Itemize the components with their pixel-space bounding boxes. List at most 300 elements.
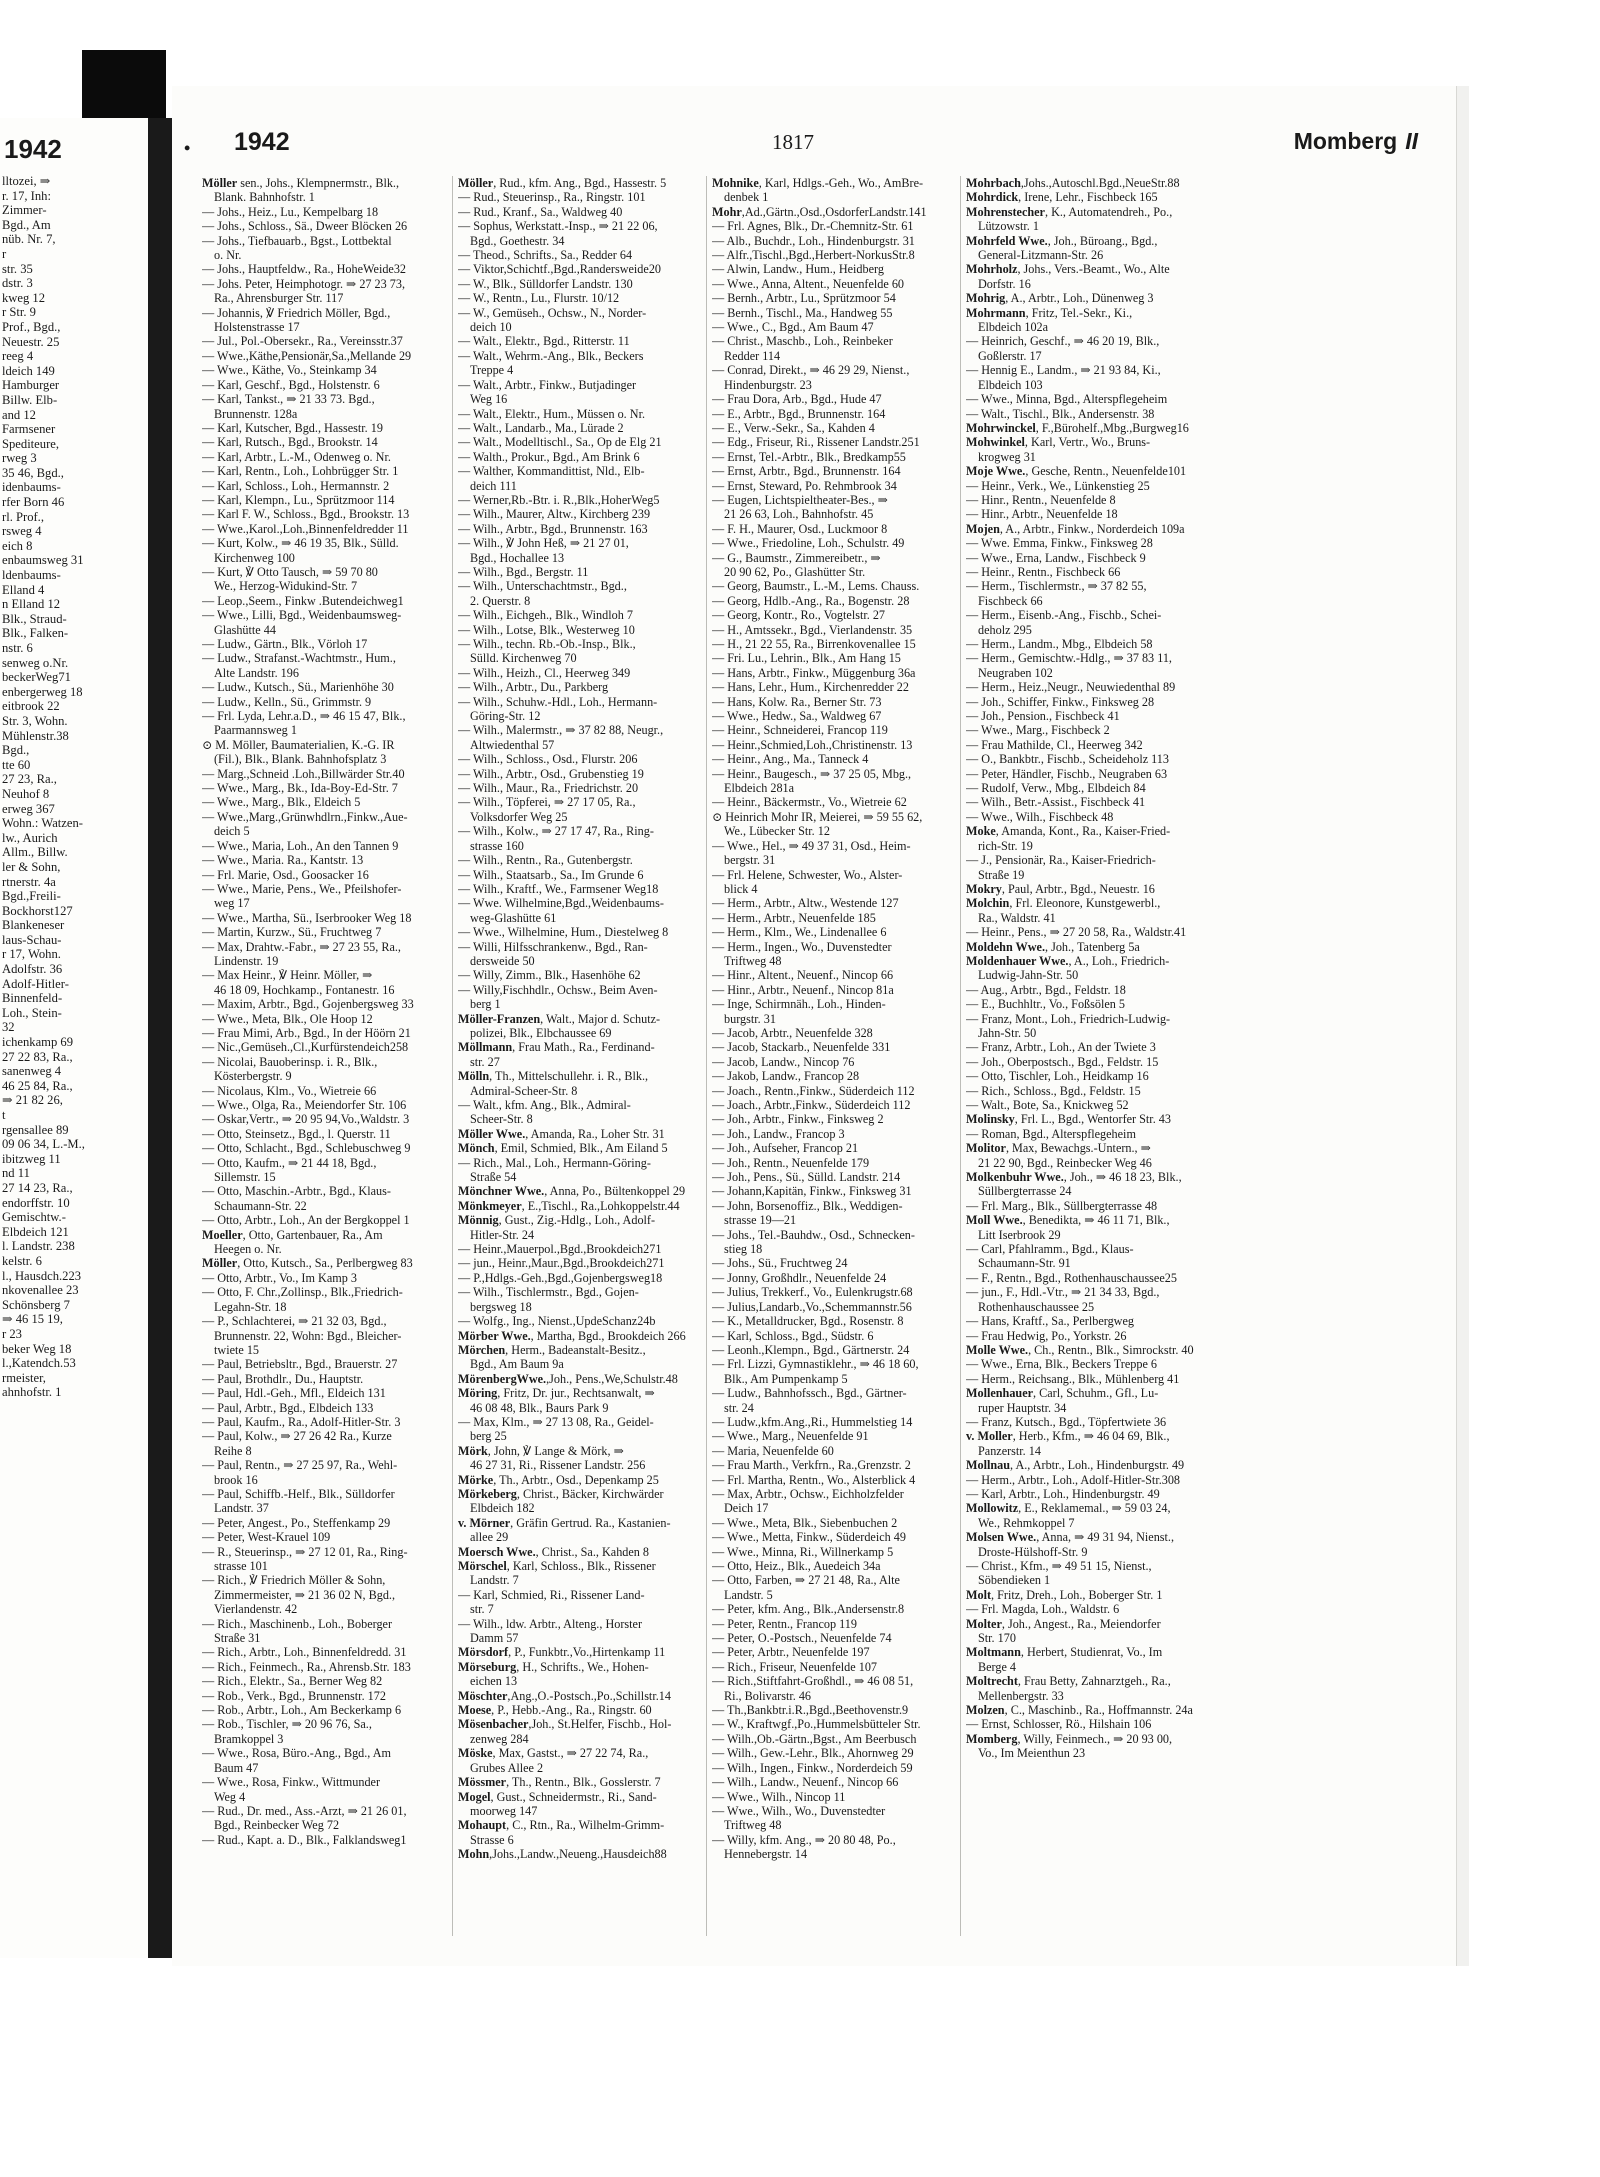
directory-entry-line: — Wwe.,Käthe,Pensionär,Sa.,Mellande 29 bbox=[202, 348, 412, 363]
directory-entry-line: — Walt., Elektr., Hum., Müssen o. Nr. bbox=[458, 406, 646, 421]
directory-entry-line: Mollnau, A., Arbtr., Loh., Hindenburgstr. 49 bbox=[966, 1458, 1185, 1473]
directory-entry-line: — Otto, Tischler, Loh., Heidkamp 16 bbox=[966, 1069, 1149, 1084]
left-fragment-line: ichenkamp 69 bbox=[2, 1035, 73, 1050]
directory-entry-line: — Ernst, Schlosser, Rö., Hilshain 106 bbox=[966, 1717, 1152, 1732]
directory-entry-line: Elbdeich 102a bbox=[978, 320, 1049, 335]
directory-entry-line: — Peter, O.-Postsch., Neuenfelde 74 bbox=[712, 1631, 892, 1646]
directory-entry-line: Ri., Bolivarstr. 46 bbox=[724, 1688, 812, 1703]
directory-entry-line: — Wilh., Arbtr., Du., Parkberg bbox=[458, 680, 609, 695]
directory-entry-line: Mojen, A., Arbtr., Finkw., Norderdeich 109a bbox=[966, 521, 1185, 536]
directory-entry-line: — Walther, Kommandittist, Nld., Elb- bbox=[458, 464, 645, 479]
directory-entry-line: — Georg, Hdlb.-Ang., Ra., Bogenstr. 28 bbox=[712, 593, 910, 608]
page-year: 1942 bbox=[234, 128, 290, 156]
directory-entry-line: — Sophus, Werkstatt.-Insp., ⇒ 21 22 06, bbox=[458, 219, 658, 234]
directory-entry-line: — Leop.,Seem., Finkw .Butendeichweg1 bbox=[202, 593, 404, 608]
directory-entry-line: Moldenhauer Wwe., A., Loh., Friedrich- bbox=[966, 953, 1170, 968]
directory-entry-line: Molinsky, Frl. L., Bgd., Wentorfer Str. 43 bbox=[966, 1112, 1171, 1127]
directory-entry-line: — Wilh., Ingen., Finkw., Norderdeich 59 bbox=[712, 1760, 913, 1775]
directory-entry-line: — Wwe., Marie, Pens., We., Pfeilshofer- bbox=[202, 881, 402, 896]
directory-entry-line: — Heinr.,Mauerpol.,Bgd.,Brookdeich271 bbox=[458, 1242, 662, 1257]
directory-entry-line: — Willy,Fischhdlr., Ochsw., Beim Aven- bbox=[458, 982, 658, 997]
directory-entry-line: Mönnig, Gust., Zig.-Hdlg., Loh., Adolf- bbox=[458, 1213, 656, 1228]
page-header bbox=[172, 126, 1456, 166]
directory-entry-line: Möller Wwe., Amanda, Ra., Loher Str. 31 bbox=[458, 1126, 665, 1141]
left-fragment-line: Blankeneser bbox=[2, 918, 65, 933]
directory-entry-line: 46 27 31, Ri., Rissener Landstr. 256 bbox=[470, 1458, 646, 1473]
directory-entry-line: MörenbergWwe.,Joh., Pens.,We,Schulstr.48 bbox=[458, 1371, 678, 1386]
directory-entry-line: — Walt., Wehrm.-Ang., Blk., Beckers bbox=[458, 348, 644, 363]
directory-entry-line: — Otto, Maschin.-Arbtr., Bgd., Klaus- bbox=[202, 1184, 391, 1199]
left-fragment-line: Bgd.,Freili- bbox=[2, 889, 61, 904]
directory-entry-line: — Georg, Baumstr., L.-M., Lems. Chauss. bbox=[712, 579, 920, 594]
directory-entry-line: — Wwe., Hedw., Sa., Waldweg 67 bbox=[712, 709, 882, 724]
directory-entry-line: Landstr. 37 bbox=[214, 1501, 269, 1516]
directory-entry-line: — Rob., Arbtr., Loh., Am Beckerkamp 6 bbox=[202, 1703, 402, 1718]
directory-entry-line: — Ernst, Steward, Po. Rehmbrook 34 bbox=[712, 478, 897, 493]
directory-entry-line: — Wwe., Wilh., Wo., Duvenstedter bbox=[712, 1803, 886, 1818]
directory-entry-line: Bgd., Reinbecker Weg 72 bbox=[214, 1818, 340, 1833]
directory-entry-line: Lindenstr. 19 bbox=[214, 953, 279, 968]
left-fragment-line: r 23 bbox=[2, 1326, 22, 1341]
directory-entry-line: — Wwe. Wilhelmine,Bgd.,Weidenbaums- bbox=[458, 896, 664, 911]
directory-entry-line: o. Nr. bbox=[214, 248, 242, 263]
directory-entry-line: — Aug., Arbtr., Bgd., Feldstr. 18 bbox=[966, 982, 1126, 997]
left-fragment-line: str. 35 bbox=[2, 261, 33, 276]
directory-entry-line: — Wilh., Bgd., Bergstr. 11 bbox=[458, 564, 589, 579]
directory-entry-line: v. Moller, Herb., Kfm., ⇒ 46 04 69, Blk., bbox=[966, 1429, 1170, 1444]
directory-entry-line: — Wolfg., Ing., Nienst.,UpdeSchanz24b bbox=[458, 1314, 656, 1329]
left-fragment-line: endorffstr. 10 bbox=[2, 1195, 70, 1210]
directory-entry-line: Möske, Max, Gastst., ⇒ 27 22 74, Ra., bbox=[458, 1746, 649, 1761]
left-fragment-line: Schönsberg 7 bbox=[2, 1297, 70, 1312]
directory-entry-line: Moltmann, Herbert, Studienrat, Vo., Im bbox=[966, 1645, 1163, 1660]
left-fragment-line: Farmsener bbox=[2, 422, 56, 437]
directory-entry-line: — Wwe., Wilhelmine, Hum., Diestelweg 8 bbox=[458, 925, 669, 940]
directory-entry-line: — Paul, Schiffb.-Helf., Blk., Sülldorfer bbox=[202, 1486, 395, 1501]
directory-entry-line: str. 27 bbox=[470, 1054, 500, 1069]
directory-entry-line: — Paul, Betriebsltr., Bgd., Brauerstr. 27 bbox=[202, 1357, 398, 1372]
directory-entry-line: Mörk, John, ℣ Lange & Mörk, ⇒ bbox=[458, 1443, 624, 1458]
directory-entry-line: Mollowitz, E., Reklamemal., ⇒ 59 03 24, bbox=[966, 1501, 1171, 1516]
left-fragment-line: Billw. Elb- bbox=[2, 392, 58, 407]
directory-entry-line: burgstr. 31 bbox=[724, 1011, 776, 1026]
directory-entry-line: Möschter,Ang.,O.-Postsch.,Po.,Schillstr.14 bbox=[458, 1688, 671, 1703]
directory-entry-line: Brunnenstr. 128a bbox=[214, 406, 298, 421]
directory-entry-line: — P., Schlachterei, ⇒ 21 32 03, Bgd., bbox=[202, 1314, 387, 1329]
directory-entry-line: — Frau Mimi, Arb., Bgd., In der Höörn 21 bbox=[202, 1025, 411, 1040]
running-head-section: II bbox=[1405, 128, 1418, 154]
book-gutter bbox=[148, 118, 172, 1958]
directory-entry-line: weg-Glashütte 61 bbox=[470, 910, 557, 925]
directory-entry-line: — Johs., Hauptfeldw., Ra., HoheWeide32 bbox=[202, 262, 407, 277]
directory-entry-line: — Hennig E., Landm., ⇒ 21 93 84, Ki., bbox=[966, 363, 1161, 378]
directory-entry-line: — Wwe., Marg., Neuenfelde 91 bbox=[712, 1429, 869, 1444]
directory-entry-line: — Heinrich, Geschf., ⇒ 46 20 19, Blk., bbox=[966, 334, 1160, 349]
directory-entry-line: Hitler-Str. 24 bbox=[470, 1227, 535, 1242]
left-fragment-line: nkovenallee 23 bbox=[2, 1283, 79, 1298]
directory-entry-line: — Maria, Neuenfelde 60 bbox=[712, 1443, 834, 1458]
directory-entry-line: — Wwe., Rosa, Finkw., Wittmunder bbox=[202, 1775, 381, 1790]
directory-entry-line: — Jul., Pol.-Obersekr., Ra., Vereinsstr.37 bbox=[202, 334, 403, 349]
directory-entry-line: Glashütte 44 bbox=[214, 622, 276, 637]
left-fragment-line: Neuestr. 25 bbox=[2, 334, 60, 349]
directory-page bbox=[172, 86, 1456, 1966]
directory-entry-line: — Wilh., Kolw., ⇒ 27 17 47, Ra., Ring- bbox=[458, 824, 654, 839]
directory-entry-line: Litt Iserbrook 29 bbox=[978, 1227, 1061, 1242]
directory-entry-line: — J., Pensionär, Ra., Kaiser-Friedrich- bbox=[966, 853, 1156, 868]
directory-entry-line: berg 1 bbox=[470, 997, 501, 1012]
directory-entry-line: — Johs., Schloss., Sä., Dweer Blöcken 26 bbox=[202, 219, 408, 234]
directory-entry-line: — Otto, Kaufm., ⇒ 21 44 18, Bgd., bbox=[202, 1155, 377, 1170]
left-fragment-line: and 12 bbox=[2, 407, 36, 422]
directory-entry-line: — Oskar,Vertr., ⇒ 20 95 94,Vo.,Waldstr. 3 bbox=[202, 1112, 410, 1127]
directory-column-3 bbox=[712, 176, 956, 1936]
directory-entry-line: Möller, Rud., kfm. Ang., Bgd., Hassestr. 5 bbox=[458, 176, 667, 190]
directory-entry-line: Molitor, Max, Bewachgs.-Untern., ⇒ bbox=[966, 1141, 1151, 1156]
directory-entry-line: — Franz, Mont., Loh., Friedrich-Ludwig- bbox=[966, 1011, 1171, 1026]
directory-entry-line: — Johann,Kapitän, Finkw., Finksweg 31 bbox=[712, 1184, 912, 1199]
directory-entry-line: Mohrwinckel, F.,Bürohelf.,Mbg.,Burgweg16 bbox=[966, 420, 1189, 435]
directory-entry-line: Panzerstr. 14 bbox=[978, 1443, 1041, 1458]
directory-entry-line: — F., Rentn., Bgd., Rothenhauschaussee25 bbox=[966, 1270, 1177, 1285]
directory-entry-line: Straße 31 bbox=[214, 1631, 261, 1646]
left-fragment-line: rsweg 4 bbox=[2, 524, 42, 539]
directory-entry-line: Mönchner Wwe., Anna, Po., Bültenkoppel 29 bbox=[458, 1184, 686, 1199]
directory-entry-line: — Wwe., C., Bgd., Am Baum 47 bbox=[712, 320, 874, 335]
directory-entry-line: Treppe 4 bbox=[470, 363, 514, 378]
directory-entry-line: — Wilh., Rentn., Ra., Gutenbergstr. bbox=[458, 853, 633, 868]
directory-entry-line: Rothenhauschaussee 25 bbox=[978, 1299, 1095, 1314]
left-fragment-line: Bockhorst127 bbox=[2, 903, 73, 918]
directory-entry-line: Bgd., Am Baum 9a bbox=[470, 1357, 564, 1372]
left-fragment-line: Elland 4 bbox=[2, 582, 45, 597]
directory-entry-line: Süllbergterrasse 24 bbox=[978, 1184, 1072, 1199]
directory-entry-line: v. Mörner, Gräfin Gertrud. Ra., Kastanien- bbox=[458, 1515, 671, 1530]
directory-entry-line: Strasse 6 bbox=[470, 1832, 514, 1847]
left-fragment-line: Zimmer- bbox=[2, 203, 47, 218]
directory-entry-line: — F. H., Maurer, Osd., Luckmoor 8 bbox=[712, 521, 888, 536]
left-fragment-line: 27 14 23, Ra., bbox=[2, 1180, 73, 1195]
left-fragment-line: Gemischtw.- bbox=[2, 1210, 66, 1225]
directory-entry-line: — Franz, Kutsch., Bgd., Töpfertwiete 36 bbox=[966, 1414, 1167, 1429]
left-fragment-line: reeg 4 bbox=[2, 349, 34, 364]
directory-entry-line: Ludwig-Jahn-Str. 50 bbox=[978, 968, 1079, 983]
directory-entry-line: Mellenbergstr. 33 bbox=[978, 1688, 1064, 1703]
directory-column-2 bbox=[458, 176, 702, 1936]
directory-entry-line: Bgd., Goethestr. 34 bbox=[470, 233, 565, 248]
directory-entry-line: 20 90 62, Po., Glashütter Str. bbox=[724, 564, 866, 579]
directory-entry-line: — Willy, Zimm., Blk., Hasenhöhe 62 bbox=[458, 968, 641, 983]
directory-entry-line: — Wilh., Töpferei, ⇒ 27 17 05, Ra., bbox=[458, 795, 636, 810]
directory-entry-line: — Herm., Heiz.,Neugr., Neuwiedenthal 89 bbox=[966, 680, 1176, 695]
left-fragment-line: sanenweg 4 bbox=[2, 1064, 62, 1079]
directory-entry-line: — Nic.,Gemüseh.,Cl.,Kurfürstendeich258 bbox=[202, 1040, 409, 1055]
directory-entry-line: — Wilh., Eichgeh., Blk., Windloh 7 bbox=[458, 608, 633, 623]
directory-entry-line: Mohn,Johs.,Landw.,Neueng.,Hausdeich88 bbox=[458, 1847, 667, 1862]
directory-entry-line: — Wwe. Emma, Finkw., Finksweg 28 bbox=[966, 536, 1153, 551]
directory-entry-line: — Heinr., Ang., Ma., Tanneck 4 bbox=[712, 752, 869, 767]
directory-entry-line: — Julius,Landarb.,Vo.,Schemmannstr.56 bbox=[712, 1299, 912, 1314]
directory-entry-line: — Max, Klm., ⇒ 27 13 08, Ra., Geidel- bbox=[458, 1414, 654, 1429]
directory-entry-line: — Heinr., Baugesch., ⇒ 37 25 05, Mbg., bbox=[712, 766, 912, 781]
directory-entry-line: — Fri. Lu., Lehrin., Blk., Am Hang 15 bbox=[712, 651, 901, 666]
directory-entry-line: — Walt., Landarb., Ma., Lürade 2 bbox=[458, 420, 624, 435]
directory-entry-line: Moke, Amanda, Kont., Ra., Kaiser-Fried- bbox=[966, 824, 1171, 839]
directory-entry-line: — Frl. Agnes, Blk., Dr.-Chemnitz-Str. 61 bbox=[712, 219, 914, 234]
directory-entry-line: — jun., Heinr.,Maur.,Bgd.,Brookdeich271 bbox=[458, 1256, 665, 1271]
left-fragment-line: t bbox=[2, 1108, 6, 1122]
directory-entry-line: — Frl. Lyda, Lehr.a.D., ⇒ 46 15 47, Blk., bbox=[202, 709, 406, 724]
directory-entry-line: Mohaupt, C., Rtn., Ra., Wilhelm-Grimm- bbox=[458, 1818, 665, 1833]
directory-column-4 bbox=[966, 176, 1210, 1936]
left-fragment-line: Allm., Billw. bbox=[2, 845, 68, 860]
directory-entry-line: Mönch, Emil, Schmied, Blk., Am Eiland 5 bbox=[458, 1141, 668, 1156]
left-fragment-line: r bbox=[2, 246, 7, 261]
directory-entry-line: — Jacob, Arbtr., Neuenfelde 328 bbox=[712, 1025, 873, 1040]
directory-entry-line: — Maxim, Arbtr., Bgd., Gojenbergsweg 33 bbox=[202, 997, 414, 1012]
directory-entry-line: — Joh., Arbtr., Finkw., Finkswеg 2 bbox=[712, 1112, 884, 1127]
directory-entry-line: — Wilh., ℣ John Heß, ⇒ 21 27 01, bbox=[458, 536, 629, 551]
directory-entry-line: Landstr. 5 bbox=[724, 1587, 773, 1602]
left-fragment-line: enbaumsweg 31 bbox=[2, 553, 84, 568]
directory-entry-line: deich 111 bbox=[470, 478, 517, 493]
directory-entry-line: Mohrig, A., Arbtr., Loh., Dünenweg 3 bbox=[966, 291, 1154, 306]
directory-entry-line: — Joh., Schiffer, Finkw., Finksweg 28 bbox=[966, 694, 1155, 709]
directory-entry-line: Göring-Str. 12 bbox=[470, 709, 541, 724]
directory-entry-line: Reihe 8 bbox=[214, 1443, 252, 1458]
directory-entry-line: — Kurt, ℣ Otto Tausch, ⇒ 59 70 80 bbox=[202, 564, 378, 579]
directory-entry-line: — Johs., Tiefbauarb., Bgst., Lottbektal bbox=[202, 233, 392, 248]
directory-entry-line: — Rich., Arbtr., Loh., Binnenfeldredd. 31 bbox=[202, 1645, 407, 1660]
directory-entry-line: Mörseburg, H., Schrifts., We., Hohen- bbox=[458, 1659, 649, 1674]
left-fragment-line: Blk., Straud- bbox=[2, 611, 67, 626]
directory-entry-line: Mörschel, Karl, Schloss., Blk., Rissener bbox=[458, 1559, 656, 1573]
directory-entry-line: — Hans, Lehr., Hum., Kirchenredder 22 bbox=[712, 680, 909, 695]
directory-entry-line: — Peter, Händler, Fischb., Neugraben 63 bbox=[966, 766, 1168, 781]
directory-entry-line: Triftweg 48 bbox=[724, 953, 782, 968]
directory-entry-line: — Paul, Arbtr., Bgd., Elbdeich 133 bbox=[202, 1400, 374, 1415]
directory-entry-line: strasse 160 bbox=[470, 838, 524, 853]
directory-entry-line: — Wwe., Minna, Ri., Willnerkamp 5 bbox=[712, 1544, 894, 1559]
directory-entry-line: — Roman, Bgd., Alterspflegeheim bbox=[966, 1126, 1136, 1141]
directory-entry-line: Mokry, Paul, Arbtr., Bgd., Neuestr. 16 bbox=[966, 881, 1155, 896]
left-fragment-line: erweg 367 bbox=[2, 801, 55, 816]
directory-entry-line: Molter, Joh., Angest., Ra., Meiendorfer bbox=[966, 1616, 1161, 1631]
left-fragment-line: rgensallee 89 bbox=[2, 1122, 69, 1137]
left-fragment-line: nstr. 6 bbox=[2, 641, 33, 655]
directory-entry-line: — Joh., Pens., Sü., Sülld. Landstr. 214 bbox=[712, 1170, 901, 1185]
directory-entry-line: — Wwe., Metta, Finkw., Süderdeich 49 bbox=[712, 1530, 906, 1545]
directory-entry-line: — Ludw., Gärtn., Blk., Vörloh 17 bbox=[202, 637, 368, 651]
directory-entry-line: — Herm., Arbtr., Loh., Adolf-Hitler-Str.308 bbox=[966, 1472, 1181, 1487]
directory-entry-line: — Peter, Rentn., Francop 119 bbox=[712, 1616, 857, 1631]
directory-entry-line: — Ludw., Bahnhofssch., Bgd., Gärtner- bbox=[712, 1386, 907, 1401]
directory-entry-line: — Wwe., Käthe, Vo., Steinkamp 34 bbox=[202, 363, 377, 378]
directory-entry-line: Vierlandenstr. 42 bbox=[214, 1602, 298, 1617]
directory-entry-line: — Karl, Schloss., Loh., Hermannstr. 2 bbox=[202, 478, 390, 493]
directory-entry-line: deich 10 bbox=[470, 320, 512, 335]
directory-entry-line: Mohwinkel, Karl, Vertr., Wo., Bruns- bbox=[966, 435, 1151, 450]
directory-entry-line: — Wwe., Marg., Fischbeck 2 bbox=[966, 723, 1110, 738]
directory-entry-line: Lützowstr. 1 bbox=[978, 219, 1039, 234]
left-fragment-line: Binnenfeld- bbox=[2, 991, 63, 1006]
directory-entry-line: Paarmannsweg 1 bbox=[214, 723, 297, 738]
directory-entry-line: — Rob., Tischler, ⇒ 20 96 76, Sa., bbox=[202, 1717, 372, 1732]
left-fragment-line: eich 8 bbox=[2, 538, 33, 553]
directory-entry-line: — Rich., Elektr., Sa., Berner Weg 82 bbox=[202, 1674, 383, 1689]
directory-entry-line: ⊙ Heinrich Mohr IR, Meierei, ⇒ 59 55 62, bbox=[712, 809, 923, 824]
directory-entry-line: — Wilh., Staatsarb., Sa., Im Grunde 6 bbox=[458, 867, 644, 882]
directory-entry-line: — Wwe., Olga, Ra., Meiendorfer Str. 106 bbox=[202, 1098, 407, 1112]
directory-entry-line: — Rich., ℣ Friedrich Möller & Sohn, bbox=[202, 1573, 386, 1588]
directory-entry-line: — Wwe., Lilli, Bgd., Weidenbaumsweg- bbox=[202, 608, 402, 623]
directory-entry-line: Volksdorfer Weg 25 bbox=[470, 809, 568, 824]
directory-entry-line: — Karl, Schmied, Ri., Rissener Land- bbox=[458, 1587, 645, 1602]
directory-entry-line: — Max Heinr., ℣ Heinr. Möller, ⇒ bbox=[202, 968, 373, 983]
left-fragment-line: Elbdeich 121 bbox=[2, 1224, 69, 1239]
directory-entry-line: — Wilh., Heizh., Cl., Heerweg 349 bbox=[458, 665, 631, 680]
directory-entry-line: — Herm., Gemischtw.-Hdlg., ⇒ 37 83 11, bbox=[966, 651, 1172, 666]
directory-entry-line: — Wwe., Meta, Blk., Siebenbuchen 2 bbox=[712, 1515, 898, 1530]
directory-entry-line: — Wwe., Rosa, Büro.-Ang., Bgd., Am bbox=[202, 1746, 392, 1761]
directory-entry-line: — Wilh., Arbtr., Osd., Grubenstieg 19 bbox=[458, 766, 644, 781]
directory-entry-line: Möller-Franzen, Walt., Major d. Schutz- bbox=[458, 1011, 661, 1026]
directory-entry-line: berg 25 bbox=[470, 1429, 507, 1444]
directory-entry-line: — Hans, Arbtr., Finkw., Müggenburg 36a bbox=[712, 665, 916, 680]
directory-entry-line: Elbdeich 103 bbox=[978, 377, 1043, 392]
left-fragment-line: Prof., Bgd., bbox=[2, 319, 61, 334]
directory-entry-line: Altwiedenthal 57 bbox=[470, 737, 555, 752]
directory-entry-line: — Peter, West-Krauel 109 bbox=[202, 1530, 331, 1545]
directory-entry-line: — Viktor,Schichtf.,Bgd.,Randersweide20 bbox=[458, 262, 662, 277]
directory-entry-line: stieg 18 bbox=[724, 1242, 763, 1257]
directory-entry-line: We., Rehmkoppel 7 bbox=[978, 1515, 1075, 1530]
directory-entry-line: — Wilh., Landw., Neuenf., Nincop 66 bbox=[712, 1775, 899, 1790]
directory-entry-line: — Conrad, Direkt., ⇒ 46 29 29, Nienst., bbox=[712, 363, 910, 378]
directory-entry-line: — Walt., Elektr., Bgd., Ritterstr. 11 bbox=[458, 334, 630, 349]
directory-entry-line: brook 16 bbox=[214, 1472, 258, 1487]
left-fragment-line: ler & Sohn, bbox=[2, 859, 61, 874]
directory-entry-line: — Max, Drahtw.-Fabr., ⇒ 27 23 55, Ra., bbox=[202, 939, 401, 954]
directory-entry-line: — Paul, Rentn., ⇒ 27 25 97, Ra., Wehl- bbox=[202, 1458, 398, 1473]
directory-entry-line: Moll Wwe., Benedikta, ⇒ 46 11 71, Blk., bbox=[966, 1213, 1170, 1228]
directory-entry-line: krogweg 31 bbox=[978, 449, 1036, 464]
directory-entry-line: denbek 1 bbox=[724, 190, 769, 205]
directory-entry-line: Brunnenstr. 22, Wohn: Bgd., Bleicher- bbox=[214, 1328, 402, 1343]
directory-entry-line: — Herm., Ingen., Wo., Duvenstedter bbox=[712, 939, 892, 954]
directory-entry-line: — W., Blk., Sülldorfer Landstr. 130 bbox=[458, 276, 633, 291]
directory-entry-line: — Leonh.,Klempn., Bgd., Gärtnerstr. 24 bbox=[712, 1342, 910, 1357]
left-fragment-line: r Str. 9 bbox=[2, 305, 36, 320]
directory-entry-line: — Wwe., Maria. Ra., Kantstr. 13 bbox=[202, 853, 364, 868]
directory-entry-line: — Wwe., Hel., ⇒ 49 37 31, Osd., Heim- bbox=[712, 838, 911, 853]
directory-entry-line: — Alwin, Landw., Hum., Heidberg bbox=[712, 262, 884, 277]
directory-entry-line: — O., Bankbtr., Fischb., Scheideholz 113 bbox=[966, 752, 1169, 767]
directory-entry-line: — Karl, Klempn., Lu., Sprützmoor 114 bbox=[202, 492, 395, 507]
directory-entry-line: — Wwe., Maria, Loh., An den Tannen 9 bbox=[202, 838, 399, 853]
directory-entry-line: — Frl. Magda, Loh., Waldstr. 6 bbox=[966, 1602, 1120, 1617]
directory-entry-line: — Herm., Tischlermstr., ⇒ 37 82 55, bbox=[966, 579, 1147, 594]
directory-entry-line: Weg 4 bbox=[214, 1789, 246, 1804]
left-fragment-line: ldenbaums- bbox=[2, 568, 61, 583]
directory-entry-line: — Wilh., Gew.-Lehr., Blk., Ahornweg 29 bbox=[712, 1746, 914, 1761]
left-fragment-line: l. Landstr. 238 bbox=[2, 1239, 75, 1254]
directory-entry-line: — Otto, Steinsetz., Bgd., l. Querstr. 11 bbox=[202, 1126, 391, 1141]
directory-entry-line: weg 17 bbox=[214, 896, 250, 911]
directory-entry-line: — Joh., Rentn., Neuenfelde 179 bbox=[712, 1155, 870, 1170]
left-fragment-line: Bgd., Am bbox=[2, 217, 51, 232]
directory-entry-line: — Eugen, Lichtspieltheater-Bes., ⇒ bbox=[712, 492, 888, 507]
directory-entry-line: Droste-Hülshoff-Str. 9 bbox=[978, 1544, 1088, 1559]
directory-entry-line: — Wwe., Minna, Bgd., Alterspflegeheim bbox=[966, 392, 1168, 407]
directory-entry-line: — John, Borsenoffiz., Blk., Weddigen- bbox=[712, 1198, 903, 1213]
directory-entry-line: — Hans, Kolw. Ra., Berner Str. 73 bbox=[712, 694, 882, 709]
left-fragment-line: lltozei, ⇒ bbox=[2, 174, 51, 188]
directory-entry-line: Straße 54 bbox=[470, 1170, 517, 1185]
directory-entry-line: — Wwe.,Marg.,Grünwhdlrn.,Finkw.,Aue- bbox=[202, 809, 408, 824]
directory-entry-line: — Heinr., Pens., ⇒ 27 20 58, Ra., Waldstr.41 bbox=[966, 925, 1187, 940]
directory-entry-line: — Jacob, Landw., Nincop 76 bbox=[712, 1054, 855, 1069]
directory-entry-line: — Rich.,Stiftfahrt-Großhdl., ⇒ 46 08 51, bbox=[712, 1674, 914, 1689]
directory-entry-line: — Wilh., Unterschachtmstr., Bgd., bbox=[458, 579, 627, 594]
directory-entry-line: Möller sen., Johs., Klempnermstr., Blk., bbox=[202, 176, 400, 190]
directory-entry-line: Bramkoppel 3 bbox=[214, 1731, 284, 1746]
directory-entry-line: Molle Wwe., Ch., Rentn., Blk., Simrockstr. 40 bbox=[966, 1342, 1194, 1357]
directory-entry-line: — Franz, Arbtr., Loh., An der Twiete 3 bbox=[966, 1040, 1156, 1055]
directory-entry-line: Dorfstr. 16 bbox=[978, 276, 1031, 291]
directory-entry-line: — Karl, Arbtr., Loh., Hindenburgstr. 49 bbox=[966, 1486, 1160, 1501]
directory-entry-line: — Bernh., Tischl., Ma., Handweg 55 bbox=[712, 305, 893, 320]
directory-entry-line: deholz 295 bbox=[978, 622, 1032, 637]
directory-entry-line: — Walt., Arbtr., Finkw., Butjadinger bbox=[458, 377, 637, 392]
directory-entry-line: — Theod., Schrifts., Sa., Redder 64 bbox=[458, 248, 633, 263]
directory-entry-line: Mollenhauer, Carl, Schuhm., Gfl., Lu- bbox=[966, 1386, 1159, 1401]
directory-entry-line: — Otto, Arbtr., Vo., Im Kamp 3 bbox=[202, 1270, 357, 1285]
column-divider bbox=[452, 176, 453, 1936]
left-fragment-line: Loh., Stein- bbox=[2, 1005, 62, 1020]
directory-entry-line: Hindenburgstr. 23 bbox=[724, 377, 812, 392]
directory-entry-line: Hennebergstr. 14 bbox=[724, 1847, 808, 1862]
directory-entry-line: Damm 57 bbox=[470, 1631, 519, 1646]
directory-entry-line: — Frau Dora, Arb., Bgd., Hude 47 bbox=[712, 392, 882, 407]
directory-entry-line: — Edg., Friseur, Ri., Rissener Landstr.251 bbox=[712, 435, 920, 450]
directory-entry-line: Mörke, Th., Arbtr., Osd., Depenkamp 25 bbox=[458, 1472, 659, 1487]
directory-entry-line: — Carl, Pfahlramm., Bgd., Klaus- bbox=[966, 1242, 1134, 1257]
directory-entry-line: — Rud., Steuerinsp., Ra., Ringstr. 101 bbox=[458, 190, 646, 205]
directory-entry-line: (Fil.), Blk., Blank. Bahnhofsplatz 3 bbox=[214, 752, 387, 767]
directory-entry-line: Moese, P., Hebb.-Ang., Ra., Ringstr. 60 bbox=[458, 1703, 652, 1718]
directory-entry-line: Goßlerstr. 17 bbox=[978, 348, 1042, 363]
directory-entry-line: — Paul, Kaufm., Ra., Adolf-Hitler-Str. 3 bbox=[202, 1414, 401, 1429]
directory-entry-line: — Otto, F. Chr.,Zollinsp., Blk.,Friedrich- bbox=[202, 1285, 403, 1300]
directory-entry-line: — E., Arbtr., Bgd., Brunnenstr. 164 bbox=[712, 406, 886, 421]
directory-entry-line: — Herm., Eisenb.-Ang., Fischb., Schei- bbox=[966, 608, 1162, 623]
directory-entry-line: — Karl, Tankst., ⇒ 21 33 73. Bgd., bbox=[202, 392, 375, 407]
directory-entry-line: rich-Str. 19 bbox=[978, 838, 1033, 853]
directory-entry-line: — W., Rentn., Lu., Flurstr. 10/12 bbox=[458, 291, 620, 306]
directory-entry-line: — Wwe.,Karol.,Loh.,Binnenfeldredder 11 bbox=[202, 521, 409, 536]
directory-entry-line: — E., Verw.-Sekr., Sa., Kahden 4 bbox=[712, 420, 875, 435]
directory-entry-line: — Wilh., ldw. Arbtr., Alteng., Horster bbox=[458, 1616, 642, 1631]
directory-entry-line: — Karl, Geschf., Bgd., Holstenstr. 6 bbox=[202, 377, 380, 392]
left-page-text bbox=[2, 174, 148, 1400]
directory-entry-line: deich 5 bbox=[214, 824, 250, 839]
page-edge bbox=[1456, 86, 1469, 1966]
left-fragment-line: r 17, Wohn. bbox=[2, 947, 61, 962]
directory-entry-line: — Julius, Trekkerf., Vo., Eulenkrugstr.68 bbox=[712, 1285, 913, 1300]
directory-entry-line: — H., Amtssekr., Bgd., Vierlandenstr. 35 bbox=[712, 622, 913, 637]
directory-entry-line: Möllmann, Frau Math., Ra., Ferdinand- bbox=[458, 1040, 655, 1055]
